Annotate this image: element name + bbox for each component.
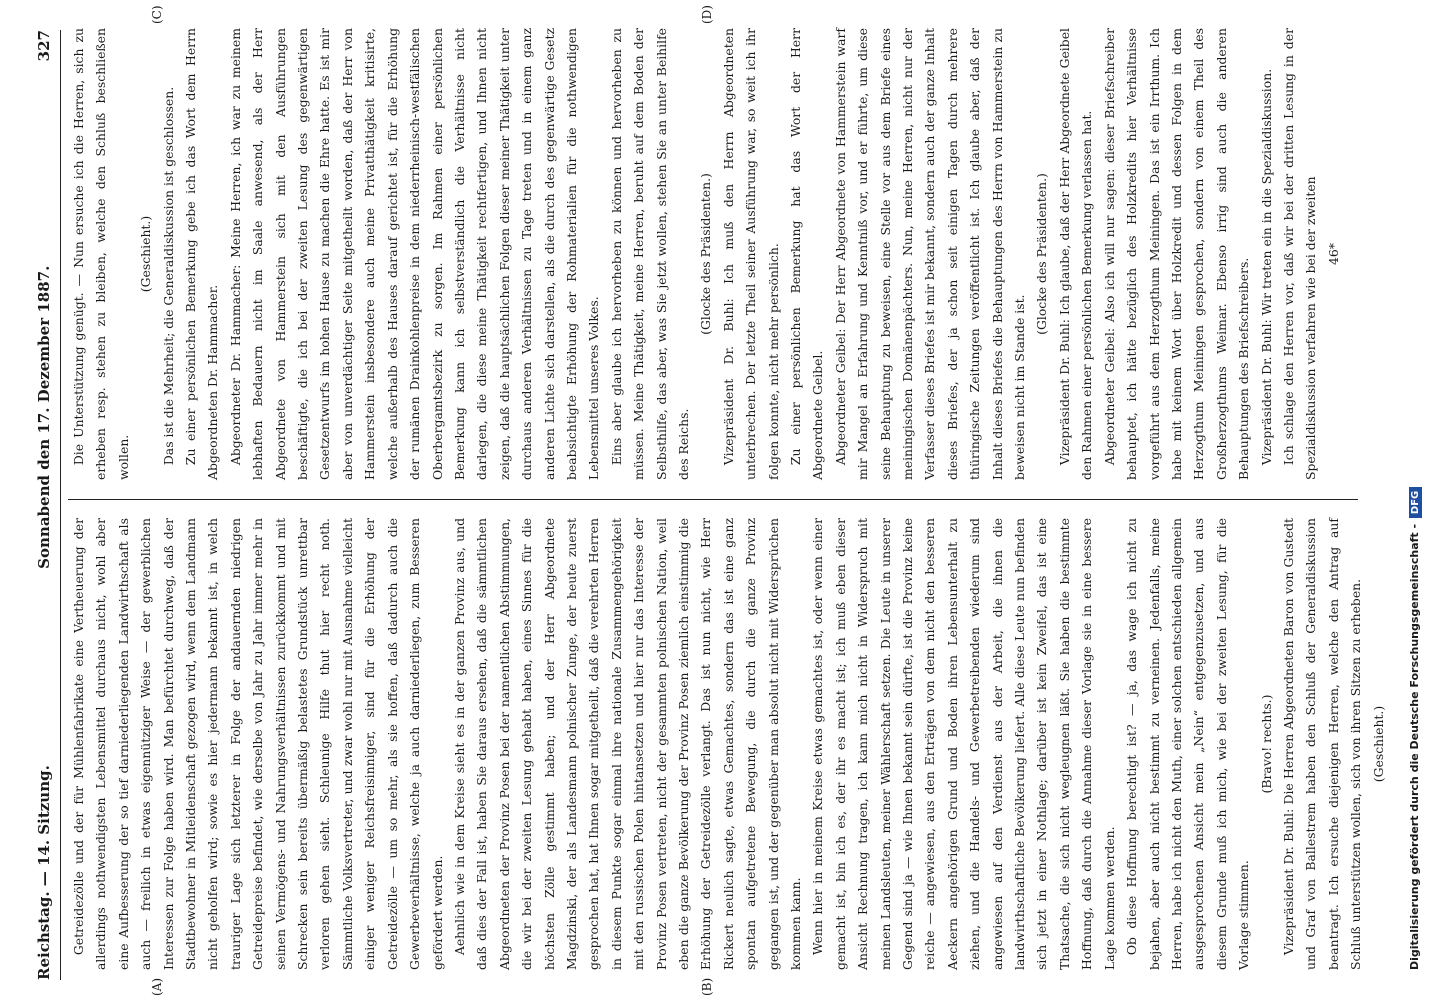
paragraph: Ob diese Hoffnung berechtigt ist? — ja, das wage ich nicht zu bejahen, aber auch nicht bestimmt zu verneinen. Jedenfalls, meine Herren, habe ich nicht den Muth, einer solchen entschieden allgemein ausgesprochenen Ansicht mein „Nein“ entgegenzusetzen, und aus diesem Grunde muß ich mich, wie bei der zweiten Lesung, für die Vorlage stimmen. <box>1124 518 1252 970</box>
header-left: Reichstag. — 14. Sitzung. <box>35 765 53 980</box>
right-column <box>68 28 1373 480</box>
centered-note: (Geschieht.) <box>1370 705 1386 783</box>
page-header <box>30 30 58 980</box>
centered-note: 46* <box>1325 243 1341 265</box>
paragraph: Wenn hier in meinem Kreise etwas gemachtes ist, oder wenn einer gemacht ist, bin ich es, der ihr es macht ist; ich muß eben dieser Ansicht Rechnung tragen, ich kann mich nicht in Widerspruch mit meinen Landsleuten, meiner Wählerschaft setzen. Die Leute in unserer Gegend sind ja — wie Ihnen bekannt sein dürfte, ist die Provinz keine reiche — angewiesen, aus den Erträgen von dem nicht den besseren Aeckern angehörigen Grund und Boden ihren Lebensunterhalt zu ziehen, und die Handels- und Gewerbetreibenden wiederum sind angewiesen auf den Verdienst aus der Arbeit, die ihnen die landwirthschaftliche Bevölkerung liefert. Alle diese Leute nun befinden sich jetzt in einer Nothlage; darüber ist kein Zweifel, das ist eine Thatsache, die sich nicht wegleugnen läßt. Sie haben die bestimmte Hoffnung, daß durch die Annahme dieser Vorlage sie in eine bessere Lage kommen werden. <box>810 518 1117 970</box>
page-number: 327 <box>35 30 53 62</box>
paragraph: Abgeordneter Geibel: Der Herr Abgeordnete von Hammerstein warf mir Mangel an Erfahrung und Kenntniß vor, und er führte, um diese seine Behauptung zu beweisen, eine Stelle vor aus dem Briefe eines meiningischen Domänenpächters. Nun, meine Herren, nicht nur der Verfasser dieses Briefes ist mir bekannt, sondern auch der ganze Inhalt dieses Briefes, der ja schon seit einigen Tagen durch mehrere thüringische Zeitungen veröffentlicht ist. Ich glaube aber, daß der Inhalt dieses Briefes die Behauptungen des Herrn von Hammerstein zu beweisen nicht im Stande ist. <box>832 28 1028 480</box>
credit-text: Digitalisierung gefördert durch die Deutsche Forschungsgemeinschaft - <box>1408 523 1421 970</box>
digitization-credit <box>1408 10 1422 970</box>
paragraph: Vizepräsident Dr. Buhl: Ich glaube, daß der Herr Abgeordnete Geibel den Rahmen einer persönlichen Bemerkung verlassen hat. <box>1056 28 1095 480</box>
paragraph: Die Unterstützung genügt. — Nun ersuche ich die Herren, sich zu erheben resp. stehen zu bleiben, welche den Schluß beschließen wollen. <box>71 28 131 480</box>
centered-note: (Glocke des Präsidenten.) <box>1034 173 1050 335</box>
paragraph: Vizepräsident Dr. Buhl: Die Herren Abgeordneten Baron von Gustedt und Graf von Ballestrem haben den Schluß der Generaldiskussion beantragt. Ich ersuche diejenigen Herren, welche den Antrag auf Schluß unterstützen wollen, sich von ihren Sitzen zu erheben. <box>1280 518 1364 970</box>
header-center: Sonnabend den 17. Dezember 1887. <box>35 265 53 569</box>
paragraph: Eins aber glaube ich hervorheben zu können und hervorheben zu müssen. Meine Thätigkeit, meine Herren, beruht auf dem Boden der Selbsthilfe, das aber, was Sie jetzt wollen, stehen Sie an unter Beihilfe des Reichs. <box>608 28 691 480</box>
header-rule <box>60 30 61 980</box>
centered-note: (Geschieht.) <box>138 215 154 293</box>
margin-mark-right-top: (C) <box>150 5 164 24</box>
dfg-logo: DFG <box>1409 487 1422 518</box>
margin-mark-left-mid: (B) <box>700 977 714 996</box>
column-divider <box>68 499 1358 500</box>
paragraph: Ich schlage den Herren vor, daß wir bei der dritten Lesung in der Spezialdiskussion verfahren wie bei der zweiten <box>1280 28 1319 480</box>
paragraph: Abgeordneter Dr. Hammacher: Meine Herren, ich war zu meinem lebhaften Bedauern nicht im Saale anwesend, als der Herr Abgeordnete von Hammerstein sich mit den Ausführungen beschäftigte, die ich bei der zweiten Lesung des gegenwärtigen Gesetzentwurfs im hohen Hause zu machen die Ehre hatte. Es ist mir aber von unverdächtiger Seite mitgetheilt worden, daß der Herr von Hammerstein insbesondere auch meine Privatthätigkeit kritisirte, welche außerhalb des Hauses darauf gerichtet ist, für die Erhöhung der rumänen Drainkohlenpreise in dem niederrheinisch-westfälischen Oberbergamtsbezirk zu sorgen. Im Rahmen einer persönlichen Bemerkung kann ich selbstverständlich die Verhältnisse nicht darlegen, die diese meine Thätigkeit rechtfertigen, und Ihnen nicht zeigen, daß die hauptsächlichen Folgen dieser meiner Thätigkeit unter durchaus anderen Verhältnissen zu Tage treten und in einem ganz anderen Lichte sich darstellen, als die durch des gegenwärtige Gesetz beabsichtigte Erhöhung der Rohmaterialien für die nothwendigen Lebensmittel unseres Volkes. <box>227 28 602 480</box>
paragraph: Vizepräsident Dr. Buhl: Ich muß den Herrn Abgeordneten unterbrechen. Der letzte Theil seiner Ausführung war, so weit ich ihr folgen konnte, nicht mehr persönlich. <box>720 28 781 480</box>
left-column <box>68 518 1386 970</box>
paragraph: Abgeordneter Geibel: Also ich will nur sagen: dieser Briefschreiber behauptet, ich hätte bezüglich des Holzkredits hier Verhältnisse vorgeführt aus dem Herzogthum Meiningen. Das ist ein Irrthum. Ich habe mit keinem Wort über Holzkredit und dessen Folgen in dem Herzogthum Meiningen gesprochen, sondern von einem Theil des Großherzogthums Weimar. Ebenso irrig sind auch die anderen Behauptungen des Briefschreibers. <box>1101 28 1252 480</box>
paragraph: Aehnlich wie in dem Kreise sieht es in der ganzen Provinz aus, und daß dies der Fall ist, haben Sie daraus ersehen, daß die sämmtlichen Abgeordneten der Provinz Posen bei der namentlichen Abstimmungen, die wir bei der zweiten Lesung gehabt haben, eines Sinnes für die höchsten Zölle gestimmt haben; und der Herr Abgeordnete Magdzinski, der als Landesmann polnischer Zunge, der heute zuerst gesprochen hat, hat Ihnen sogar mitgetheilt, daß die verehrten Herren in diesem Punkte sogar einmal ihre nationale Zusammengehörigkeit mit den russischen Polen hintansetzen und hier nur das Interesse der Provinz Posen vertreten, nicht der gesammten polnischen Nation, weil eben die ganze Bevölkerung der Provinz Posen ziemlich einstimmig die Erhöhung der Getreidezölle verlangt. Das ist nun nicht, wie Herr Rickert neulich sagte, etwas Gemachtes, sondern das ist eine ganz spontan aufgetretene Bewegung, die durch die ganze Provinz gegangen ist, und der gegenüber man absolut nicht mit Widersprüchen kommen kann. <box>451 518 803 970</box>
centered-note: (Glocke des Präsidenten.) <box>698 173 714 335</box>
paragraph: Getreidezölle und der für Mühlenfabrikate eine Vertheuerung der allerdings nothwendigsten Lebensmittel durchaus nicht, wohl aber eine Aufbesserung der so tief darniederliegenden Landwirthschaft als auch — freilich in etwas eigennütziger Weise — der gewerblichen Interessen zur Folge haben wird. Man befürchtet durchweg, daß der Stadtbewohner in Mitleidenschaft gezogen wird, wenn dem Landmann nicht geholfen wird; sowie es hier jedermann bekannt ist, in welch trauriger Lage sich letzterer in Folge der andauernden niedrigen Getreidepreise befindet, wie derselbe von Jahr zu Jahr immer mehr in seinen Vermögens- und Nahrungsverhältnissen zurückkommt und mit Schrecken sein bereits übermäßig belastetes Grundstück unrettbar verloren gehen sieht. Schleunige Hilfe thut hier recht noth. Sämmtliche Volksvertreter, und zwar wohl nur mit Ausnahme vielleicht einiger weniger Reichsfreisinniger, sind für die Erhöhung der Getreidezölle — um so mehr, als sie hoffen, daß dadurch auch die Gewerbeverhältnisse, welche ja auch darniederliegen, zum Besseren gefördert werden. <box>71 518 445 970</box>
centered-note: (Bravo! rechts.) <box>1258 694 1274 794</box>
margin-mark-left-top: (A) <box>150 977 164 996</box>
paragraph: Zu einer persönlichen Bemerkung gebe ich das Wort dem Herrn Abgeordneten Dr. Hammacher. <box>183 28 221 480</box>
paragraph: Zu einer persönlichen Bemerkung hat das Wort der Herr Abgeordnete Geibel. <box>788 28 826 480</box>
paragraph: Das ist die Mehrheit; die Generaldiskussion ist geschlossen. <box>160 86 176 466</box>
paragraph: Vizepräsident Dr. Buhl: Wir treten ein in die Spezialdiskussion. <box>1258 68 1274 466</box>
margin-mark-right-mid: (D) <box>700 5 714 24</box>
